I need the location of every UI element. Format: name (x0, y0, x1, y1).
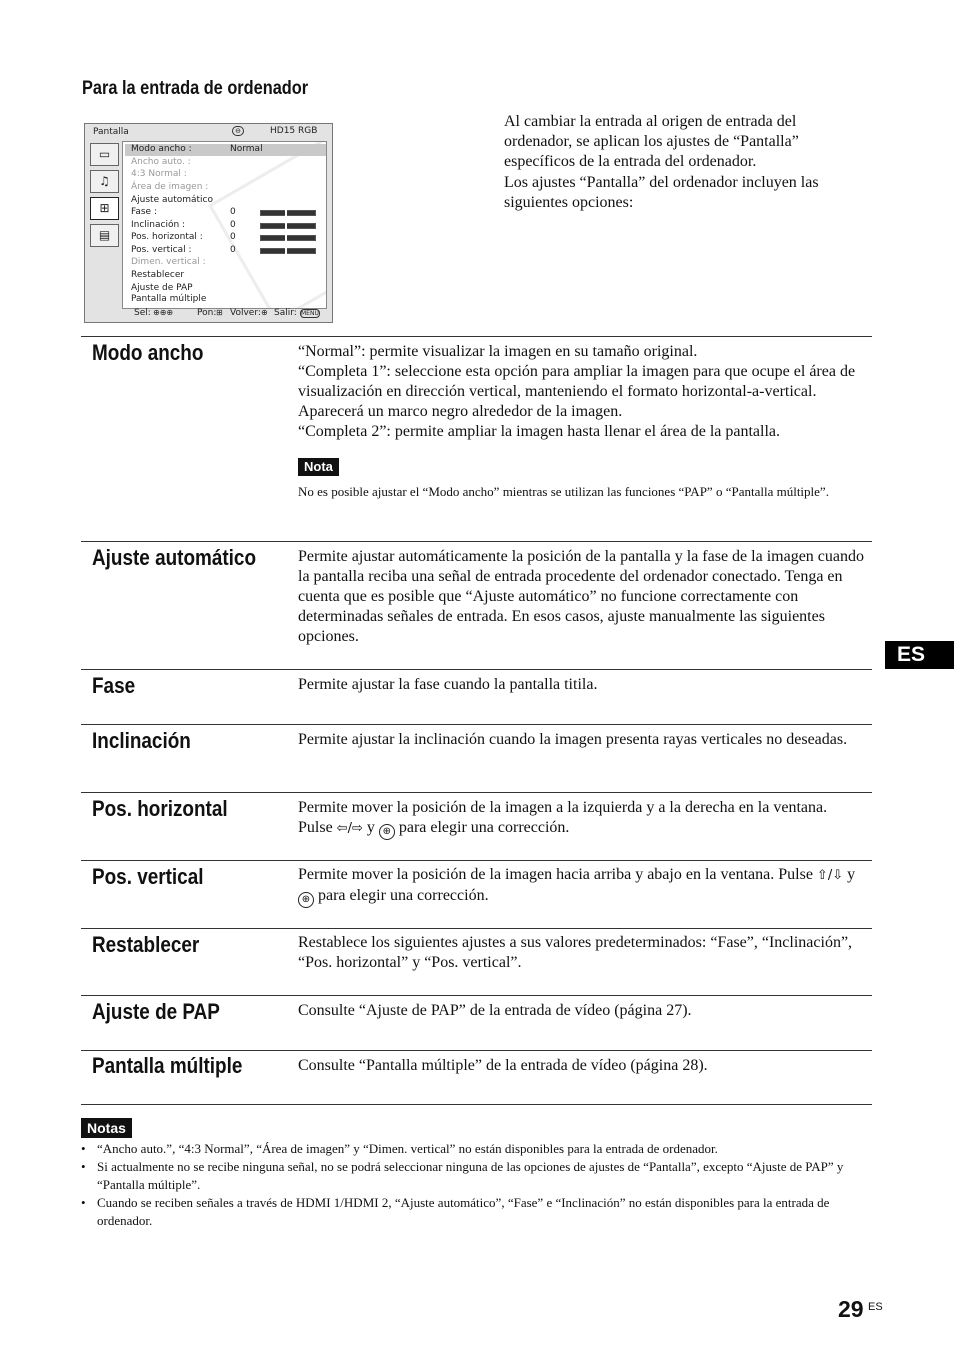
slider-bar (260, 235, 316, 241)
menu-button-icon: MENU (301, 310, 319, 317)
page-number-suffix: ES (868, 1301, 883, 1313)
desc-restablecer: Restablece los siguientes ajustes a sus valores predeterminados: “Fase”, “Inclinación”, “Pos. horizontal” y “Pos. vertical”. (298, 934, 853, 971)
note-item: • Si actualmente no se recibe ninguna señal, no se podrá seleccionar ninguna de las opciones de ajustes de “Pantalla”, excepto “Ajuste de PAP” y “Pantalla múltiple”. (81, 1158, 873, 1194)
divider (81, 1104, 872, 1105)
term-pos-horizontal: Pos. horizontal (92, 796, 228, 821)
slider-bar (260, 248, 316, 254)
divider (81, 1050, 872, 1051)
term-pantalla-multiple: Pantalla múltiple (92, 1053, 243, 1078)
term-ajuste-de-pap: Ajuste de PAP (92, 999, 220, 1024)
osd-row: Inclinación : 0 (131, 220, 321, 232)
osd-row: Ancho auto. : (131, 157, 191, 167)
osd-title: Pantalla (93, 127, 129, 137)
slider-bar (260, 210, 316, 216)
osd-row: Ajuste automático (131, 195, 213, 205)
divider (81, 792, 872, 793)
divider (81, 541, 872, 542)
desc-pantalla-multiple: Consulte “Pantalla múltiple” de la entrada de vídeo (página 28). (298, 1057, 708, 1074)
divider (81, 995, 872, 996)
screen-icon: ⊞ (90, 197, 119, 220)
input-icon: ⊖ (232, 126, 244, 136)
desc-ajuste-de-pap: Consulte “Ajuste de PAP” de la entrada de vídeo (página 27). (298, 1002, 692, 1019)
nav-arrows-icon: ⊕⊕⊕ (153, 308, 174, 317)
enter-button-icon: ⊕ (298, 892, 314, 908)
term-pos-vertical: Pos. vertical (92, 864, 204, 889)
osd-row: Ajuste de PAP (131, 283, 193, 293)
intro-paragraph-1: Al cambiar la entrada al origen de entrada del ordenador, se aplican los ajustes de “Pantalla” específicos de la entrada del ordenador. (504, 113, 799, 171)
nota-badge: Nota (298, 458, 339, 476)
osd-row: 4:3 Normal : (131, 169, 187, 179)
section-title: Para la entrada de ordenador (82, 78, 309, 99)
divider (81, 336, 872, 337)
term-restablecer: Restablecer (92, 932, 200, 957)
enter-button-icon: ⊕ (379, 824, 395, 840)
enter-icon: ⊞ (216, 308, 223, 317)
note-item: • Cuando se reciben señales a través de HDMI 1/HDMI 2, “Ajuste automático”, “Fase” e “Inclinación” no están disponibles para la entrada de ordenador. (81, 1194, 873, 1230)
divider (81, 928, 872, 929)
divider (81, 669, 872, 670)
osd-menu-screenshot: Pantalla ⊖ HD15 RGB ▭ ♫ ⊞ ▤ Modo ancho : Normal Ancho auto. : 4:3 Normal : Área de imagen : Ajuste automático Fase : 0 Inclinación : 0 Pos. horizontal : 0 Pos. vertical : 0 Dimen. vertical : Restablecer Ajuste de PAP Pantalla múltiple Sel: ⊕⊕⊕ Pon: ⊞ Volver: ⊕ Salir: MENU (84, 123, 333, 323)
left-right-arrows-icon: ⇦/⇨ (336, 821, 363, 836)
desc-inclinacion: Permite ajustar la inclinación cuando la imagen presenta rayas verticales no deseadas. (298, 731, 848, 748)
up-down-arrows-icon: ⇧/⇩ (816, 868, 844, 883)
osd-row: Fase : 0 (131, 207, 321, 219)
osd-row: Restablecer (131, 270, 185, 280)
nota-text: No es posible ajustar el “Modo ancho” mientras se utilizan las funciones “PAP” o “Pantalla múltiple”. (298, 484, 829, 499)
notas-badge: Notas (81, 1118, 132, 1138)
desc-pos-horizontal: Permite mover la posición de la imagen a la izquierda y a la derecha en la ventana. Pulse ⇦/⇨ y ⊕ para elegir una corrección. (298, 798, 873, 840)
osd-input-label: HD15 RGB (270, 126, 318, 136)
osd-row: Pos. horizontal : 0 (131, 232, 321, 244)
desc-modo-ancho: “Normal”: permite visualizar la imagen en su tamaño original. “Completa 1”: seleccione esta opción para ampliar la imagen para que ocupe el área de visualización en dirección vertical, manteniendo el formato horizontal-a-vertical. Aparecerá un marco negro alrededor de la imagen. “Completa 2”: permite ampliar la imagen hasta llenar el área de la pantalla. (298, 343, 856, 440)
note-item: • “Ancho auto.”, “4:3 Normal”, “Área de imagen” y “Dimen. vertical” no están disponibles para la entrada de ordenador. (81, 1140, 873, 1158)
divider (81, 860, 872, 861)
intro-paragraph-2: Los ajustes “Pantalla” del ordenador incluyen las siguientes opciones: (504, 173, 819, 211)
osd-row: Modo ancho : Normal (125, 144, 327, 156)
osd-icon-column (88, 141, 121, 251)
page-number: 29 (838, 1296, 864, 1322)
osd-panel (122, 141, 327, 309)
language-tab: ES (885, 641, 954, 669)
sound-icon: ♫ (90, 170, 119, 193)
setup-icon: ▤ (90, 224, 119, 247)
osd-row: Pos. vertical : 0 (131, 245, 321, 257)
intro-text (504, 112, 864, 213)
osd-row: Pantalla múltiple (131, 294, 207, 304)
term-ajuste-automatico: Ajuste automático (92, 545, 257, 570)
desc-fase: Permite ajustar la fase cuando la pantalla titila. (298, 676, 598, 693)
osd-row: Dimen. vertical : (131, 257, 206, 267)
return-icon: ⊕ (261, 308, 268, 317)
term-fase: Fase (92, 673, 136, 698)
notes-list (81, 1140, 873, 1230)
picture-icon: ▭ (90, 143, 119, 166)
divider (81, 724, 872, 725)
slider-bar (260, 223, 316, 229)
desc-pos-vertical: Permite mover la posición de la imagen hacia arriba y abajo en la ventana. Pulse ⇧/⇩ y ⊕ para elegir una corrección. (298, 865, 873, 908)
osd-row: Área de imagen : (131, 182, 209, 192)
term-inclinacion: Inclinación (92, 728, 191, 753)
desc-ajuste-automatico: Permite ajustar automáticamente la posición de la pantalla y la fase de la imagen cuando la pantalla reciba una señal de entrada procedente del ordenador conectado. Tenga en cuenta que es posible que “Ajuste automático” no funcione correctamente con determinadas señales de entrada. En esos casos, ajuste manualmente las siguientes opciones. (298, 548, 864, 645)
term-modo-ancho: Modo ancho (92, 340, 204, 365)
